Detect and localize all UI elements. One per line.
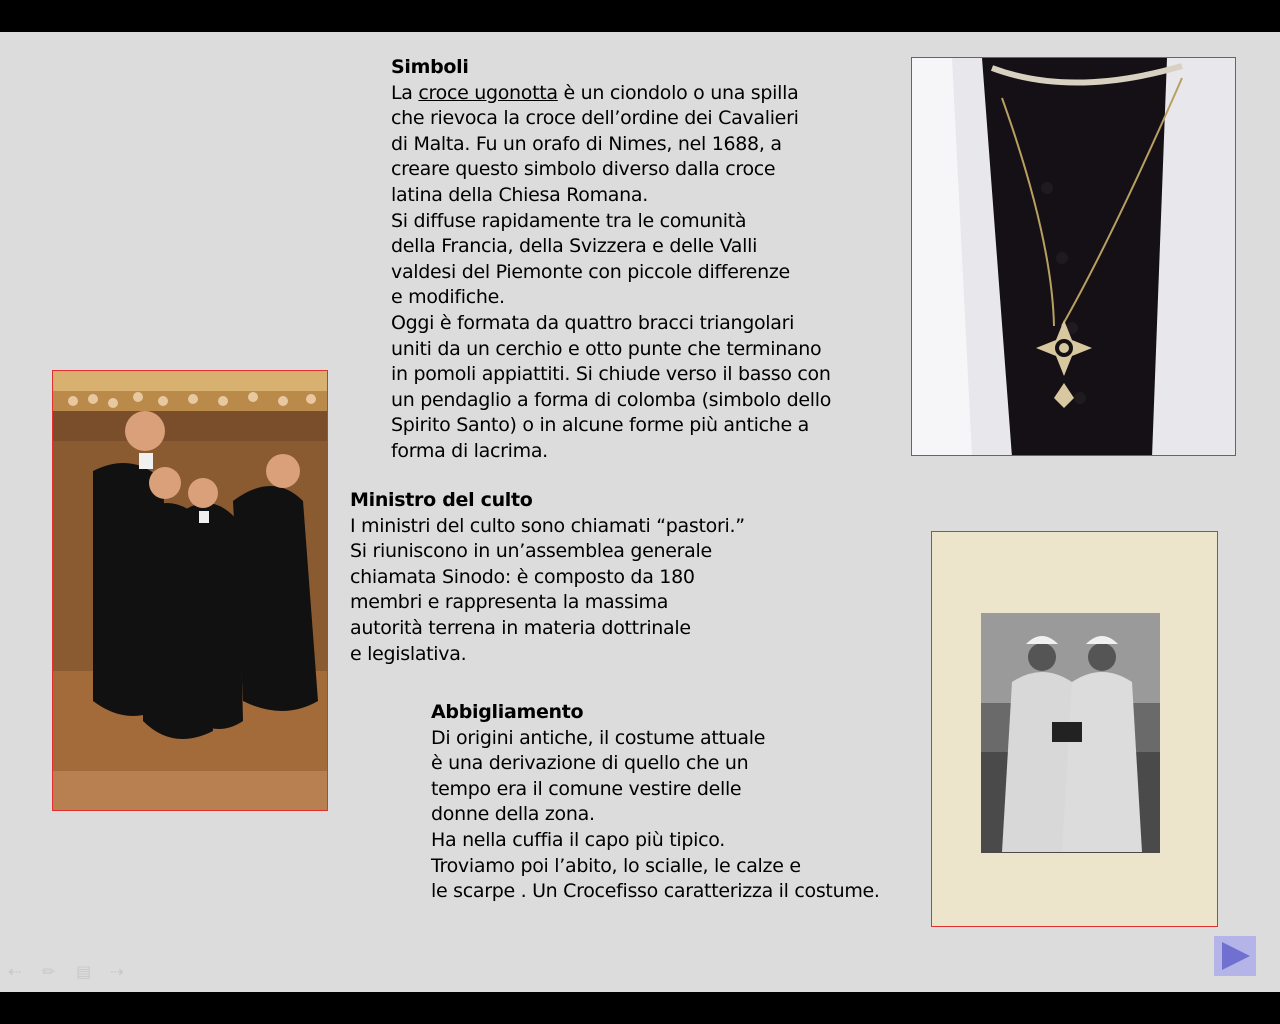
ministro-section (350, 488, 745, 667)
simboli-first-line (391, 81, 831, 107)
ministro-line: autorità terrena in materia dottrinale (350, 616, 691, 639)
abbigliamento-line: è una derivazione di quello che un (431, 752, 749, 775)
croce-ugonotta-link[interactable]: croce ugonotta (418, 81, 558, 104)
simboli-line: valdesi del Piemonte con piccole differenze (391, 260, 790, 283)
simboli-line: un pendaglio a forma di colomba (simbolo dello (391, 388, 832, 411)
back-arrow-icon[interactable]: ⇠ (8, 962, 22, 981)
simboli-line: forma di lacrima. (391, 439, 548, 462)
play-triangle-icon (1222, 942, 1250, 970)
simboli-line1-post: è un ciondolo o una spilla (557, 81, 799, 104)
simboli-title: Simboli (391, 56, 469, 78)
slide (0, 32, 1280, 992)
pen-icon[interactable]: ✏ (42, 962, 56, 981)
menu-icon[interactable]: ▤ (76, 962, 92, 981)
pastors-photo (52, 370, 328, 811)
ministro-line: membri e rappresenta la massima (350, 591, 669, 614)
ministro-line: I ministri del culto sono chiamati “pastori.” (350, 514, 745, 537)
forward-arrow-icon[interactable]: ⇢ (110, 962, 124, 981)
pastors-photo-art (53, 371, 328, 811)
abbigliamento-line: Troviamo poi l’abito, lo scialle, le calze e (431, 854, 801, 877)
ministro-line: e legislativa. (350, 642, 467, 665)
ministro-line: chiamata Sinodo: è composto da 180 (350, 565, 695, 588)
abbigliamento-line: Di origini antiche, il costume attuale (431, 726, 766, 749)
women-costume-photo-art (932, 532, 1218, 927)
abbigliamento-section (431, 700, 880, 905)
huguenot-cross-photo (911, 57, 1236, 456)
abbigliamento-line: le scarpe . Un Crocefisso caratterizza il costume. (431, 880, 880, 903)
simboli-line: Si diffuse rapidamente tra le comunità (391, 209, 747, 232)
abbigliamento-line: tempo era il comune vestire delle (431, 777, 742, 800)
abbigliamento-line: donne della zona. (431, 803, 595, 826)
simboli-line: creare questo simbolo diverso dalla croce (391, 158, 776, 181)
simboli-line: Spirito Santo) o in alcune forme più antiche a (391, 414, 810, 437)
simboli-line: uniti da un cerchio e otto punte che terminano (391, 337, 822, 360)
simboli-line: in pomoli appiattiti. Si chiude verso il basso con (391, 363, 831, 386)
simboli-line: Oggi è formata da quattro bracci triangolari (391, 311, 795, 334)
abbigliamento-line: Ha nella cuffia il capo più tipico. (431, 828, 725, 851)
simboli-line: che rievoca la croce dell’ordine dei Cavalieri (391, 107, 799, 130)
abbigliamento-title: Abbigliamento (431, 701, 584, 723)
women-costume-photo (931, 531, 1218, 927)
simboli-line: della Francia, della Svizzera e delle Valli (391, 235, 758, 258)
ministro-title: Ministro del culto (350, 489, 533, 511)
simboli-line: di Malta. Fu un orafo di Nimes, nel 1688, a (391, 132, 782, 155)
huguenot-cross-photo-art (912, 58, 1236, 456)
next-slide-button[interactable] (1214, 936, 1256, 976)
simboli-line1-pre: La (391, 81, 419, 104)
ministro-line: Si riuniscono in un’assemblea generale (350, 540, 712, 563)
simboli-line: e modifiche. (391, 286, 505, 309)
simboli-section (391, 55, 831, 465)
simboli-line: latina della Chiesa Romana. (391, 183, 648, 206)
